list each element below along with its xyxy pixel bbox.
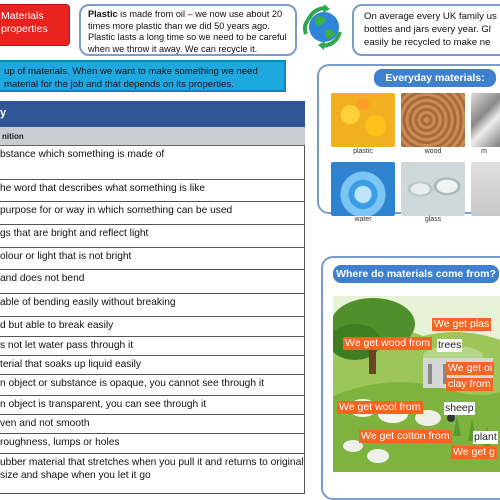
label-wood-trees: trees [438,339,462,351]
metal-tile-image [471,93,500,147]
wood-tile-image [401,93,465,147]
glass-tile-image [401,162,465,216]
vocab-definition-row: ubber material that stretches when you pull it and returns to original size and shape when you let it go [0,454,305,494]
worksheet-title [0,4,70,46]
plastic-fact-lead: Plastic [88,9,118,19]
recycle-globe-icon [302,4,346,50]
vocab-definition-row: purpose for or way in which something can be used [0,202,305,225]
everyday-materials-title: Everyday materials: [374,69,496,87]
uk-fact-bubble [352,4,500,56]
plastic-fact-bubble [79,4,297,56]
plastic-tile-label: plastic [353,148,373,155]
plastic-fact-text: is made from oil – we now use about 20 times more plastic than we did 50 years ago. Plastic lasts a long time so we need to be careful when we throw it away. We can recycle it. [88,9,287,54]
wood-tile-label: wood [424,148,442,155]
vocab-definition-row: ven and not smooth [0,415,305,434]
vocab-definition-row: n object is transparent, you can see through it [0,396,305,415]
vocab-definition-row: able of bending easily without breaking [0,294,305,317]
material-origins-title: Where do materials come from? [333,265,499,283]
uk-fact-line-2: bottles and jars every year. Gl [364,24,491,35]
vocab-definition-row: he word that describes what something is like [0,180,305,202]
label-last-source: We get g [453,446,495,458]
label-wool-sheep: sheep [445,402,474,414]
vocab-definition-row: gs that are bright and reflect light [0,225,305,248]
water-tile-label: water [354,216,372,223]
water-tile-image [331,162,395,216]
label-oil-source: We get oi [448,362,493,374]
uk-fact-line-1: On average every UK family us [364,11,497,22]
vocab-definition-row: s not let water pass through it [0,337,305,356]
title-line-2: properties [1,23,48,35]
metal-tile-label: m [481,148,487,155]
label-wood-source: We get wood from [345,337,431,349]
label-wool-source: We get wool from [339,401,421,413]
title-line-1: Materials [1,10,44,22]
label-cotton-source: We get cotton from [361,430,450,442]
vocab-definition-row: bstance which something is made of [0,146,305,180]
vocab-definition-row: d but able to break easily [0,317,305,337]
vocab-table-heading: y [0,101,305,127]
intro-line-1: up of materials. When we want to make something we need [4,66,258,77]
label-cotton-plants: plant [474,431,497,443]
vocab-definition-row: n object or substance is opaque, you cannot see through it [0,375,305,396]
fabric-tile-image [471,162,500,216]
label-clay-source: clay from [448,378,491,390]
intro-line-2: material for the job and that depends on its properties. [4,78,234,90]
vocab-definition-row: olour or light that is not bright [0,248,305,270]
uk-fact-line-3: easily be recycled to make ne [364,37,491,48]
vocab-definition-row: terial that soaks up liquid easily [0,356,305,375]
vocab-definition-row: and does not bend [0,270,305,294]
label-plastic-source: We get plas [434,318,490,330]
vocab-definition-row: roughness, lumps or holes [0,434,305,454]
vocab-table-column-header: nition [0,127,305,146]
intro-banner [0,60,286,92]
glass-tile-label: glass [424,216,442,223]
plastic-tile-image [331,93,395,147]
